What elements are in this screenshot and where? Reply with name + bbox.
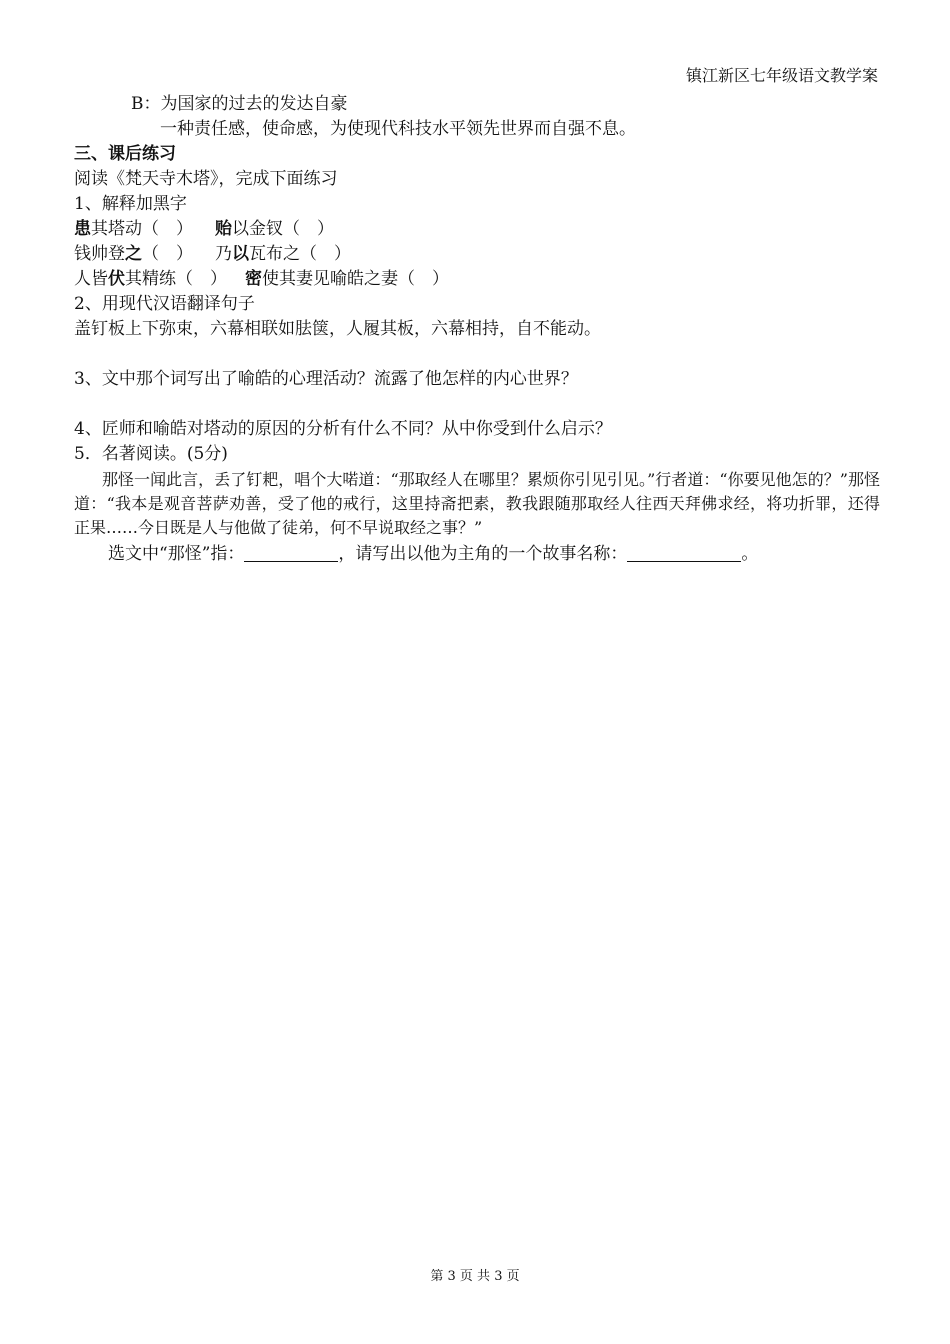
bold-char: 以 <box>232 244 249 264</box>
question-2-sentence: 盖钉板上下弥束，六幕相联如胠箧，人履其板，六幕相持，自不能动。 <box>74 319 601 339</box>
question-1-row-2 <box>74 242 880 267</box>
answer-space <box>74 342 880 367</box>
reading-instruction: 阅读《梵天寺木塔》，完成下面练习 <box>74 169 338 189</box>
question-4: 4、匠师和喻皓对塔动的原因的分析有什么不同？从中你受到什么启示？ <box>74 419 612 439</box>
page-footer <box>0 1269 950 1285</box>
header-text: 镇江新区七年级语文教学案 <box>685 66 878 85</box>
question-5-title: 5．名著阅读。(5分) <box>74 444 228 464</box>
question-text: ，请写出以他为主角的一个故事名称： <box>338 544 628 564</box>
page-number: 第 3 页 共 3 页 <box>430 1269 520 1284</box>
question-3: 3、文中那个词写出了喻皓的心理活动？流露了他怎样的内心世界？ <box>74 369 578 389</box>
page-header <box>686 66 878 86</box>
question-1-title: 1、解释加黑字 <box>74 194 187 214</box>
item-text: 钱帅登 <box>74 244 125 264</box>
answer-blank-story[interactable] <box>627 543 741 562</box>
bold-char: 患 <box>74 219 91 239</box>
bold-char: 之 <box>125 244 142 264</box>
question-text: 。 <box>741 544 759 564</box>
item-text: 人皆 <box>74 269 108 289</box>
item-text: 其精练（ ） <box>125 269 227 289</box>
item-text: 以金钗（ ） <box>232 219 334 239</box>
answer-line-b-detail: 一种责任感，使命感，为使现代科技水平领先世界而自强不息。 <box>160 119 636 139</box>
answer-space <box>74 392 880 417</box>
answer-line-b: B：为国家的过去的发达自豪 <box>131 94 348 114</box>
item-text: 乃 <box>215 244 232 264</box>
answer-blank-character[interactable] <box>244 543 338 562</box>
reading-passage: 那怪一闻此言，丢了钉耙，唱个大喏道：“那取经人在哪里？累烦你引见引见。”行者道：“你要见他怎的？”那怪道：“我本是观音菩萨劝善，受了他的戒行，这里持斋把素，教我跟随那取经人往西天拜佛求经，将功折罪，还得正果……今日既是人与他做了徒弟，何不早说取经之事？” <box>74 470 880 537</box>
question-1-row-1 <box>74 217 880 242</box>
item-text: （ ） <box>142 244 193 264</box>
item-text: 使其妻见喻皓之妻（ ） <box>262 269 449 289</box>
section-title-exercises: 三、课后练习 <box>74 144 176 164</box>
bold-char: 贻 <box>215 219 232 239</box>
item-text: 瓦布之（ ） <box>249 244 351 264</box>
bold-char: 伏 <box>108 269 125 289</box>
question-1-row-3 <box>74 267 880 292</box>
bold-char: 密 <box>245 269 262 289</box>
document-body <box>74 92 880 567</box>
question-2-title: 2、用现代汉语翻译句子 <box>74 294 255 314</box>
item-text: 其塔动（ ） <box>91 219 193 239</box>
question-5-fill-blank <box>74 540 880 567</box>
question-text: 选文中“那怪”指： <box>108 544 245 564</box>
